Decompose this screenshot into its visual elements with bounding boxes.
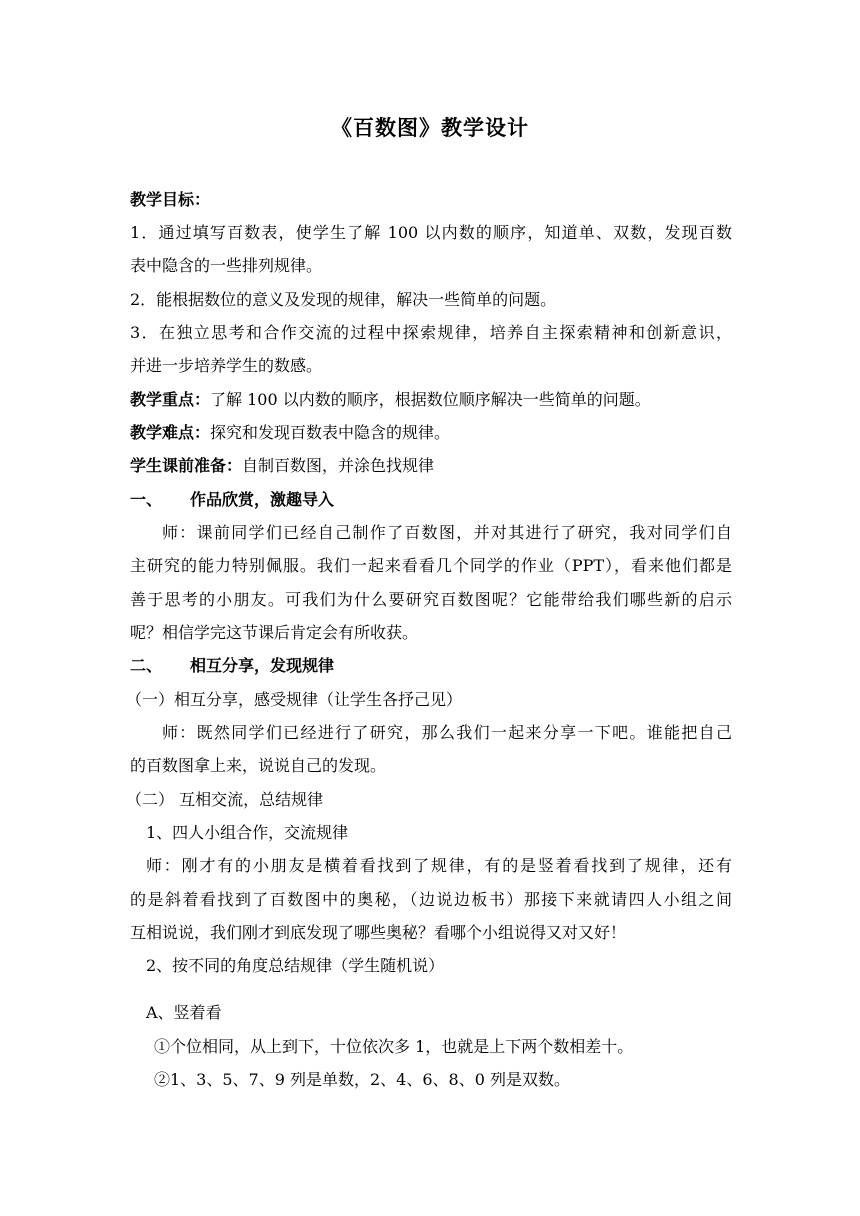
subsection-1-paragraph-line-1: 师：既然同学们已经进行了研究，那么我们一起来分享一下吧。谁能把自己 [162,723,732,742]
student-prep-label: 学生课前准备： [130,456,243,475]
item-1-paragraph-line-3: 互相说说，我们刚才到底发现了哪些奥秘？看哪个小组说得又对又好！ [130,923,627,942]
goals-heading: 教学目标： [130,190,211,209]
key-point [130,390,651,410]
difficulty-label: 教学难点： [130,423,211,442]
difficulty-text: 探究和发现百数表中隐含的规律。 [210,423,451,442]
goal-3-line-2: 并进一步培养学生的数感。 [130,356,323,375]
section-2-heading: 相互分享，发现规律 [190,656,335,675]
difficulty [130,423,450,443]
subitem-a-heading: A、竖着看 [146,1003,222,1022]
student-prep-text: 自制百数图，并涂色找规律 [242,456,435,475]
section-1-number: 一、 [130,490,163,509]
section-1-paragraph-line-4: 呢？相信学完这节课后肯定会有所收获。 [130,623,419,642]
goal-1-line-1: 1．通过填写百数表，使学生了解 100 以内数的顺序，知道单、双数，发现百数 [130,223,732,242]
key-point-text: 了解 100 以内数的顺序，根据数位顺序解决一些简单的问题。 [210,390,651,409]
subsection-2-heading: （二） 互相交流，总结规律 [126,790,324,809]
item-1-heading: 1、四人小组合作，交流规律 [146,823,349,842]
section-2-number: 二、 [130,656,163,675]
student-prep [130,456,434,476]
goal-1-line-2: 表中隐含的一些排列规律。 [130,256,323,275]
subitem-a-point-1: ①个位相同，从上到下，十位依次多 1，也就是上下两个数相差十。 [154,1037,634,1056]
subsection-1-heading: （一）相互分享，感受规律（让学生各抒己见） [126,690,463,709]
document-title: 《百数图》教学设计 [331,116,529,140]
section-1-paragraph-line-3: 善于思考的小朋友。可我们为什么要研究百数图呢？它能带给我们哪些新的启示 [130,590,732,609]
subitem-a-point-2: ②1、3、5、7、9 列是单数，2、4、6、8、0 列是双数。 [154,1070,570,1089]
key-point-label: 教学重点： [130,390,211,409]
goal-3-line-1: 3．在独立思考和合作交流的过程中探索规律，培养自主探索精神和创新意识， [130,323,732,342]
subsection-1-paragraph-line-2: 的百数图拿上来，说说自己的发现。 [130,756,387,775]
goal-2: 2．能根据数位的意义及发现的规律，解决一些简单的问题。 [130,290,557,309]
section-1-heading: 作品欣赏，激趣导入 [190,490,335,509]
item-1-paragraph-line-2: 的是斜着看找到了百数图中的奥秘，（边说边板书）那接下来就请四人小组之间 [130,890,732,909]
item-2-heading: 2、按不同的角度总结规律（学生随机说） [146,956,445,975]
section-1-paragraph-line-1: 师：课前同学们已经自己制作了百数图，并对其进行了研究，我对同学们自 [162,523,732,542]
section-1-paragraph-line-2: 主研究的能力特别佩服。我们一起来看看几个同学的作业（PPT），看来他们都是 [130,556,732,575]
item-1-paragraph-line-1: 师：刚才有的小朋友是横着看找到了规律，有的是竖着看找到了规律，还有 [146,856,732,875]
